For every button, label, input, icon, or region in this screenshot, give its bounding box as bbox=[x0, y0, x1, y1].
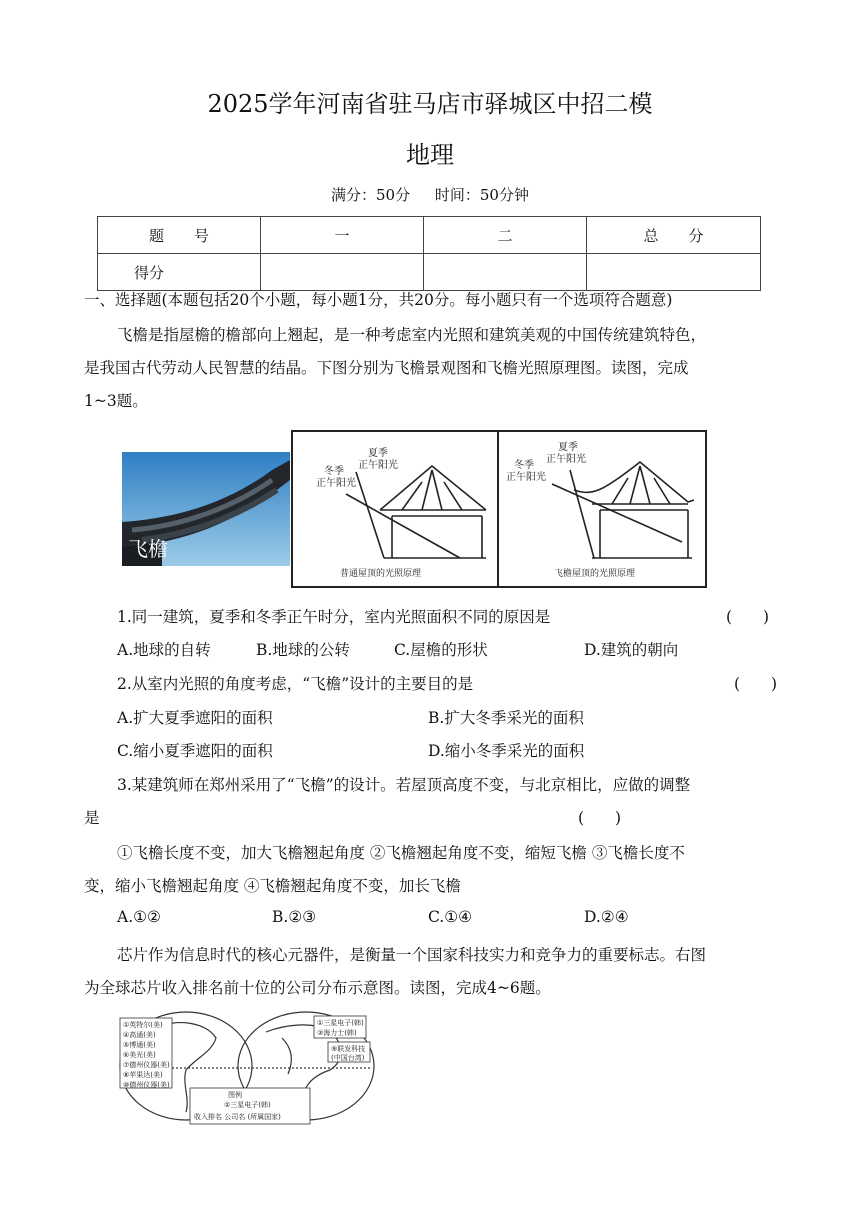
score-header-cell: 总 分 bbox=[587, 217, 761, 254]
option[interactable]: A.①② bbox=[117, 908, 161, 926]
diagram-label: 冬季 bbox=[514, 460, 534, 471]
eaves-photo bbox=[122, 452, 290, 566]
answer-paren[interactable]: ( ) bbox=[578, 809, 622, 827]
option[interactable]: A.地球的自转 bbox=[117, 641, 211, 659]
intro-text: 芯片作为信息时代的核心元器件，是衡量一个国家科技实力和竞争力的重要标志。右图 bbox=[117, 946, 707, 964]
diagram-label: 正午阳光 bbox=[546, 454, 586, 465]
legend-caption: 收入排名 公司名 (所属国家) bbox=[194, 1113, 281, 1121]
score-cell[interactable] bbox=[424, 254, 587, 291]
diagram-label: 正午阳光 bbox=[316, 478, 356, 489]
question-items: ①飞檐长度不变，加大飞檐翘起角度 ②飞檐翘起角度不变，缩短飞檐 ③飞檐长度不 bbox=[117, 844, 685, 862]
question-stem: 2.从室内光照的角度考虑，“飞檐”设计的主要目的是 bbox=[117, 675, 474, 693]
question-stem: 1.同一建筑，夏季和冬季正午时分，室内光照面积不同的原因是 bbox=[117, 608, 551, 626]
option[interactable]: B.地球的公转 bbox=[256, 641, 350, 659]
answer-paren[interactable]: ( ) bbox=[726, 608, 770, 626]
company-label: ⑧苹果达(美) bbox=[123, 1071, 163, 1079]
company-label: ①三星电子(韩) bbox=[317, 1019, 364, 1027]
score-header-cell: 二 bbox=[424, 217, 587, 254]
subject-title: 地理 bbox=[406, 141, 454, 169]
option[interactable]: B.扩大冬季采光的面积 bbox=[428, 709, 584, 727]
answer-paren[interactable]: ( ) bbox=[734, 675, 778, 693]
company-label: ④高通(美) bbox=[123, 1031, 156, 1039]
page-title: 2025学年河南省驻马店市驿城区中招二模 bbox=[207, 90, 653, 118]
option[interactable]: D.缩小冬季采光的面积 bbox=[428, 742, 585, 760]
option[interactable]: A.扩大夏季遮阳的面积 bbox=[117, 709, 273, 727]
legend-title: 图例 bbox=[228, 1091, 242, 1099]
company-label: ⑤博通(美) bbox=[123, 1041, 156, 1049]
map-legend bbox=[190, 1088, 310, 1124]
full-score: 满分：50分 bbox=[331, 186, 411, 204]
intro-text: 1~3题。 bbox=[84, 392, 148, 410]
diagram-label: 夏季 bbox=[558, 442, 578, 453]
intro-text: 是我国古代劳动人民智慧的结晶。下图分别为飞檐景观图和飞檐光照原理图。读图，完成 bbox=[84, 359, 689, 377]
diagram-frame-left bbox=[292, 431, 498, 587]
figure-eaves bbox=[122, 430, 786, 590]
company-label: ①英特尔(美) bbox=[123, 1021, 163, 1029]
option[interactable]: D.②④ bbox=[584, 908, 629, 926]
exam-time: 时间：50分钟 bbox=[434, 186, 529, 204]
option[interactable]: C.①④ bbox=[428, 908, 473, 926]
question-stem: 是 bbox=[84, 809, 100, 827]
question-items: 变，缩小飞檐翘起角度 ④飞檐翘起角度不变，加长飞檐 bbox=[84, 877, 461, 895]
option[interactable]: D.建筑的朝向 bbox=[584, 641, 679, 659]
score-row-label: 得分 bbox=[98, 254, 261, 291]
intro-text: 为全球芯片收入排名前十位的公司分布示意图。读图，完成4~6题。 bbox=[84, 979, 551, 997]
score-table bbox=[97, 216, 761, 291]
company-label: ⑦德州仪器(美) bbox=[123, 1061, 170, 1069]
legend-example: ②三星电子(韩) bbox=[224, 1101, 271, 1109]
diagram-label: 冬季 bbox=[324, 466, 344, 477]
option[interactable]: B.②③ bbox=[272, 908, 317, 926]
intro-text: 飞檐是指屋檐的檐部向上翘起，是一种考虑室内光照和建筑美观的中国传统建筑特色， bbox=[117, 326, 707, 344]
question-stem: 3.某建筑师在郑州采用了“飞檐”的设计。若屋顶高度不变，与北京相比，应做的调整 bbox=[117, 776, 691, 794]
diagram-caption: 飞檐屋顶的光照原理 bbox=[554, 569, 636, 579]
option[interactable]: C.缩小夏季遮阳的面积 bbox=[117, 742, 273, 760]
company-label: ⑨联发科技 bbox=[331, 1045, 366, 1053]
score-cell[interactable] bbox=[587, 254, 761, 291]
company-label: (中国台湾) bbox=[331, 1054, 365, 1062]
diagram-label: 正午阳光 bbox=[506, 472, 546, 483]
photo-label: 飞檐 bbox=[128, 537, 168, 561]
company-label: ⑩德州仪器(美) bbox=[123, 1081, 170, 1089]
diagram-caption: 普通屋顶的光照原理 bbox=[340, 569, 422, 579]
diagram-label: 正午阳光 bbox=[358, 460, 398, 471]
company-label: ③海力士(韩) bbox=[317, 1029, 357, 1037]
left-company-list bbox=[120, 1018, 172, 1089]
score-header-cell: 一 bbox=[261, 217, 424, 254]
figure-chip-map bbox=[116, 1008, 378, 1128]
section-heading: 一、选择题(本题包括20个小题，每小题1分，共20分。每小题只有一个选项符合题意) bbox=[84, 291, 673, 309]
score-header-cell: 题 号 bbox=[98, 217, 261, 254]
diagram-frame-right bbox=[498, 431, 706, 587]
option[interactable]: C.屋檐的形状 bbox=[394, 641, 488, 659]
diagram-label: 夏季 bbox=[368, 448, 388, 459]
exam-meta bbox=[0, 184, 860, 205]
right-company-list bbox=[314, 1016, 370, 1062]
company-label: ⑥美光(美) bbox=[123, 1051, 156, 1059]
score-cell[interactable] bbox=[261, 254, 424, 291]
